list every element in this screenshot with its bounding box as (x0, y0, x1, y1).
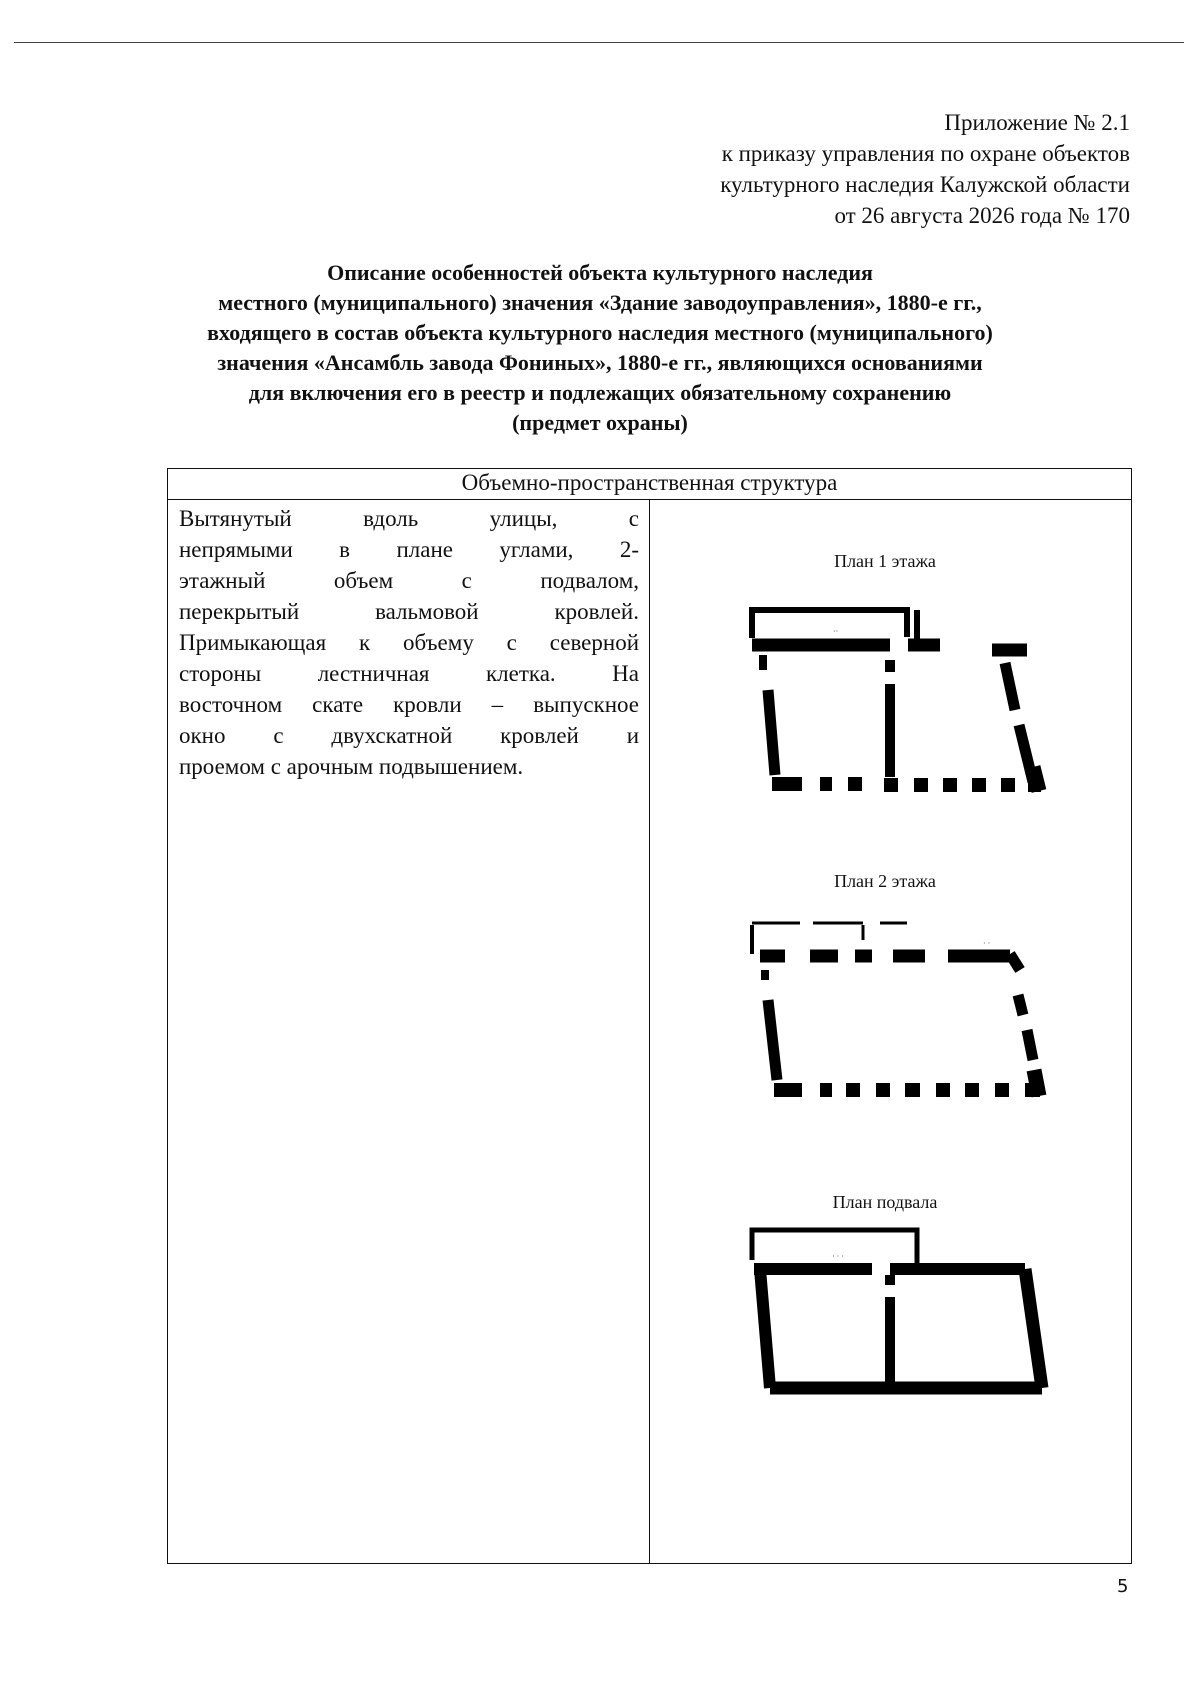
description-text (168, 500, 649, 782)
appendix-line: Приложение № 2.1 (944, 110, 1130, 135)
description-line: непрямыми в плане углами, 2- (179, 537, 639, 562)
title-line: Описание особенностей объекта культурного наследия (327, 260, 873, 285)
floor1-plan (752, 551, 1041, 791)
top-rule (14, 42, 1184, 43)
title-line: (предмет охраны) (512, 410, 688, 435)
document-title (150, 258, 1050, 438)
floor2-mark: · · (983, 939, 991, 948)
title-line: местного (муниципального) значения «Здание заводоуправления», 1880-е гг., (218, 290, 982, 315)
floor2-plan (752, 871, 1040, 1096)
title-line: значения «Ансамбль завода Фониных», 1880-е гг., являющихся основаниями (217, 350, 983, 375)
floor1-mark: ·· (833, 627, 839, 636)
appendix-line: от 26 августа 2026 года № 170 (834, 203, 1130, 228)
appendix-line: культурного наследия Калужской области (720, 172, 1130, 197)
description-line: перекрытый вальмовой кровлей. (179, 599, 639, 624)
appendix-block (720, 107, 1130, 231)
basement-plan-label: План подвала (832, 1192, 938, 1212)
appendix-line: к приказу управления по охране объектов (721, 141, 1130, 166)
description-line: проемом с арочным подвышением. (179, 754, 524, 779)
description-line: восточном скате кровли – выпускное (179, 692, 639, 717)
floor-plans-drawing (650, 500, 1170, 1564)
plans-cell (650, 500, 1132, 1564)
page-number: 5 (1117, 1576, 1129, 1597)
floor2-plan-label: План 2 этажа (834, 871, 936, 891)
title-line: для включения его в реестр и подлежащих обязательному сохранению (248, 380, 952, 405)
table-header: Объемно-пространственная структура (168, 469, 1132, 500)
floor1-plan-label: План 1 этажа (834, 551, 936, 571)
basement-mark: · · · (832, 1252, 844, 1261)
protection-subject-table (167, 468, 1132, 1564)
description-line: Вытянутый вдоль улицы, с (179, 506, 639, 531)
description-line: Примыкающая к объему с северной (179, 630, 639, 655)
description-line: окно с двухскатной кровлей и (179, 723, 639, 748)
basement-plan (752, 1192, 1042, 1388)
description-line: этажный объем с подвалом, (179, 568, 639, 593)
description-cell (168, 500, 650, 1564)
title-line: входящего в состав объекта культурного наследия местного (муниципального) (207, 320, 993, 345)
description-line: стороны лестничная клетка. На (179, 661, 639, 686)
